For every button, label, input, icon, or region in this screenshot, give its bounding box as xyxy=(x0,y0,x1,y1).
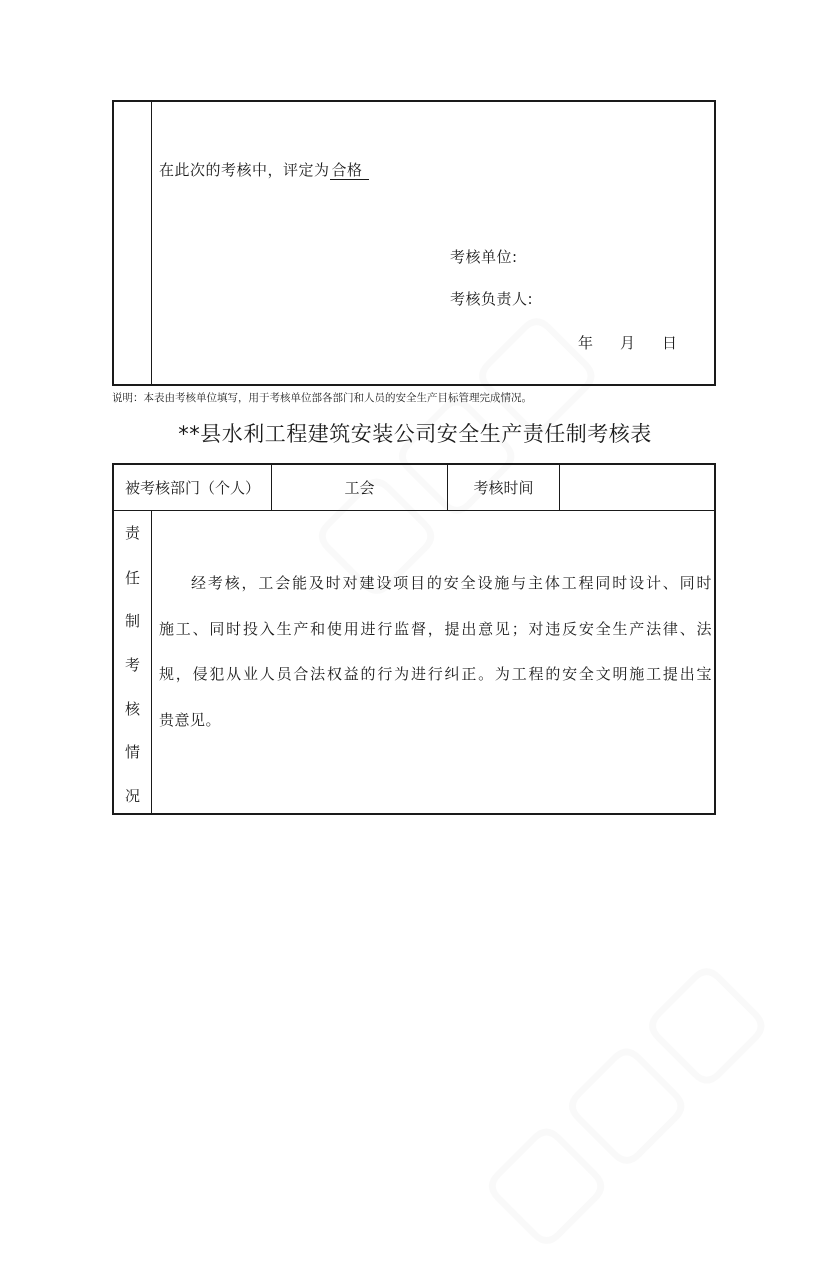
side-label-char: 制 xyxy=(124,612,140,630)
side-label-char: 况 xyxy=(124,787,140,805)
side-label-char: 任 xyxy=(124,569,140,587)
side-label-char: 责 xyxy=(124,524,140,542)
dept-value: 工会 xyxy=(272,465,448,510)
table-header-row xyxy=(114,465,714,511)
verdict-prefix: 在此次的考核中，评定为 xyxy=(159,161,330,179)
assessment-content xyxy=(159,561,712,743)
form-note: 说明：本表由考核单位填写，用于考核单位部各部门和人员的安全生产目标管理完成情况。 xyxy=(112,392,532,404)
assessment-responsible-label: 考核负责人: xyxy=(450,290,534,308)
side-label-char: 情 xyxy=(124,743,140,761)
side-label-char: 核 xyxy=(124,700,140,718)
side-label-column xyxy=(114,510,152,813)
verdict-value: 合格 xyxy=(330,161,369,180)
date-day: 日 xyxy=(662,334,678,352)
watermark xyxy=(451,930,790,1269)
time-label: 考核时间 xyxy=(448,465,560,510)
date-month: 月 xyxy=(620,334,636,352)
side-label-char: 考 xyxy=(124,656,140,674)
assessment-result-box xyxy=(112,100,716,386)
time-value xyxy=(560,465,714,510)
assessment-unit-label: 考核单位: xyxy=(450,248,518,266)
dept-label: 被考核部门（个人） xyxy=(114,465,272,510)
result-left-column xyxy=(114,102,152,384)
page-title: **县水利工程建筑安装公司安全生产责任制考核表 xyxy=(178,422,652,446)
content-line: 施工、同时投入生产和使用进行监督，提出意见；对违反安全生产法律、法 xyxy=(159,619,712,638)
assessment-table xyxy=(112,463,716,815)
content-line: 经考核，工会能及时对建设项目的安全设施与主体工程同时设计、同时 xyxy=(191,574,712,592)
verdict-line xyxy=(159,160,369,180)
date-year: 年 xyxy=(578,334,594,352)
content-line: 贵意见。 xyxy=(159,710,222,729)
content-line: 规，侵犯从业人员合法权益的行为进行纠正。为工程的安全文明施工提出宝 xyxy=(159,665,712,683)
